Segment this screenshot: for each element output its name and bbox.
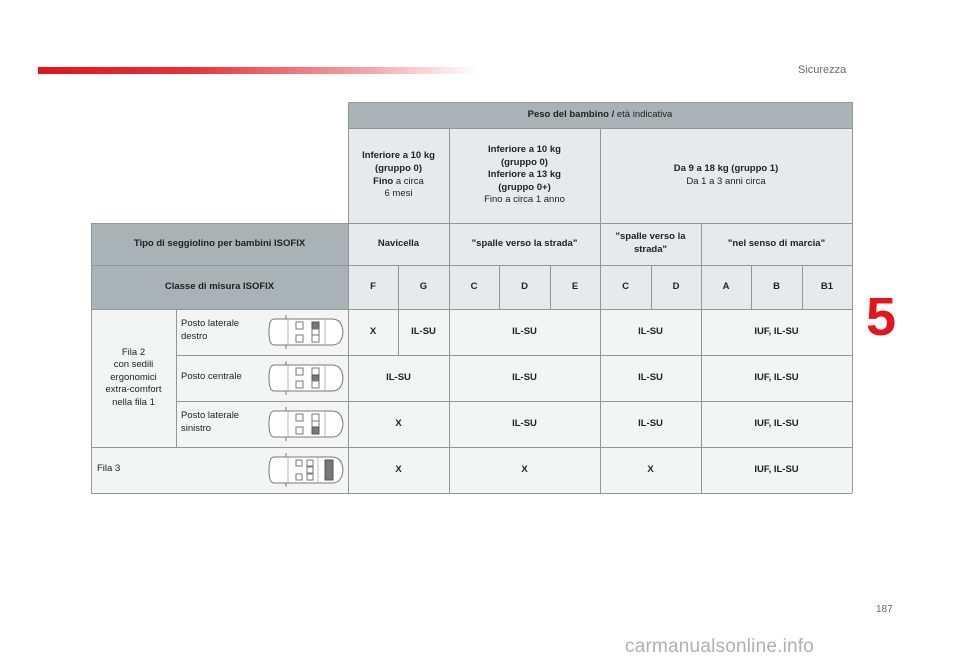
- size-class-4: E: [550, 265, 600, 309]
- seat-type-3: "nel senso di marcia": [701, 223, 852, 265]
- car-seat-diagram-left-icon: [266, 406, 346, 442]
- row0-cell-1: IL-SU: [411, 325, 436, 337]
- row0-cell-4: IUF, IL-SU: [754, 325, 799, 337]
- row2-line3: ergonomici: [110, 371, 157, 383]
- row3-label-line1: Fila 3: [97, 463, 121, 474]
- size-class-7: A: [701, 265, 751, 309]
- wg1-line4: (gruppo 0+): [498, 181, 551, 193]
- row2-line2: con sedili: [113, 359, 154, 371]
- row2-label-line2: sinistro: [181, 422, 212, 434]
- wg0-line1: Inferiore a 10 kg: [362, 150, 435, 162]
- wg0-line3: a circa: [395, 175, 424, 187]
- wg1-line5: Fino a circa 1 anno: [484, 194, 565, 206]
- seat-type-1: "spalle verso la strada": [449, 223, 600, 265]
- row2-cell-1: IL-SU: [512, 417, 537, 429]
- row0-cell-3: IL-SU: [638, 325, 663, 337]
- page-number: 187: [876, 604, 893, 615]
- row2-line1: Fila 2: [121, 346, 146, 358]
- size-class-label: Classe di misura ISOFIX: [91, 265, 348, 309]
- wg0-line4: 6 mesi: [384, 188, 413, 200]
- wg1-line1: Inferiore a 10 kg: [488, 144, 561, 156]
- row3-cell-0: X: [395, 463, 402, 475]
- car-seat-diagram-row3-icon: [266, 452, 346, 488]
- size-class-8: B: [751, 265, 802, 309]
- wg1-line3: Inferiore a 13 kg: [488, 169, 561, 181]
- chapter-number: 5: [866, 287, 897, 347]
- row3-cell-1: X: [521, 463, 528, 475]
- size-class-9: B1: [802, 265, 852, 309]
- row0-cell-0: X: [369, 325, 377, 337]
- row3-cell-2: X: [647, 463, 654, 475]
- row2-label-line1: Posto laterale: [181, 410, 240, 421]
- size-class-5: C: [600, 265, 651, 309]
- row0-label-line2: destro: [181, 330, 208, 342]
- row2-cell-2: IL-SU: [638, 417, 663, 429]
- wg0-line2: (gruppo 0): [375, 162, 422, 174]
- row1-cell-1: IL-SU: [512, 371, 537, 383]
- watermark: carmanualsonline.info: [625, 636, 815, 657]
- row2-cell-0: X: [395, 417, 402, 429]
- wg2-line2: Da 1 a 3 anni circa: [686, 175, 766, 187]
- size-class-6: D: [651, 265, 701, 309]
- row0-cell-2: IL-SU: [512, 325, 537, 337]
- seat-type-2: "spalle verso la strada": [600, 223, 701, 265]
- size-class-3: D: [499, 265, 550, 309]
- size-class-2: C: [449, 265, 499, 309]
- seat-type-0: Navicella: [348, 223, 449, 265]
- seat-type-label: Tipo di seggiolino per bambini ISOFIX: [91, 223, 348, 265]
- wg2-line1: Da 9 a 18 kg (gruppo 1): [673, 162, 779, 174]
- size-class-0: F: [348, 265, 398, 309]
- row1-cell-2: IL-SU: [638, 371, 663, 383]
- wg1-line2: (gruppo 0): [501, 156, 548, 168]
- row2-line5: nella fila 1: [112, 396, 155, 408]
- row0-label-line1: Posto laterale: [181, 318, 240, 329]
- car-seat-diagram-right-icon: [266, 314, 346, 350]
- row1-cell-0: IL-SU: [386, 371, 411, 383]
- row1-cell-3: IUF, IL-SU: [754, 371, 799, 383]
- row2-line4: extra-comfort: [105, 384, 162, 396]
- wg0-line3-bold: Fino: [373, 175, 394, 187]
- car-seat-diagram-center-icon: [266, 360, 346, 396]
- row2-cell-3: IUF, IL-SU: [754, 417, 799, 429]
- weight-header-bold: Peso del bambino /: [527, 108, 615, 120]
- weight-header-normal: età indicativa: [616, 108, 673, 120]
- size-class-1: G: [398, 265, 449, 309]
- row1-label-line1: Posto centrale: [181, 371, 242, 382]
- section-title: Sicurezza: [798, 64, 847, 76]
- row3-cell-3: IUF, IL-SU: [754, 463, 799, 475]
